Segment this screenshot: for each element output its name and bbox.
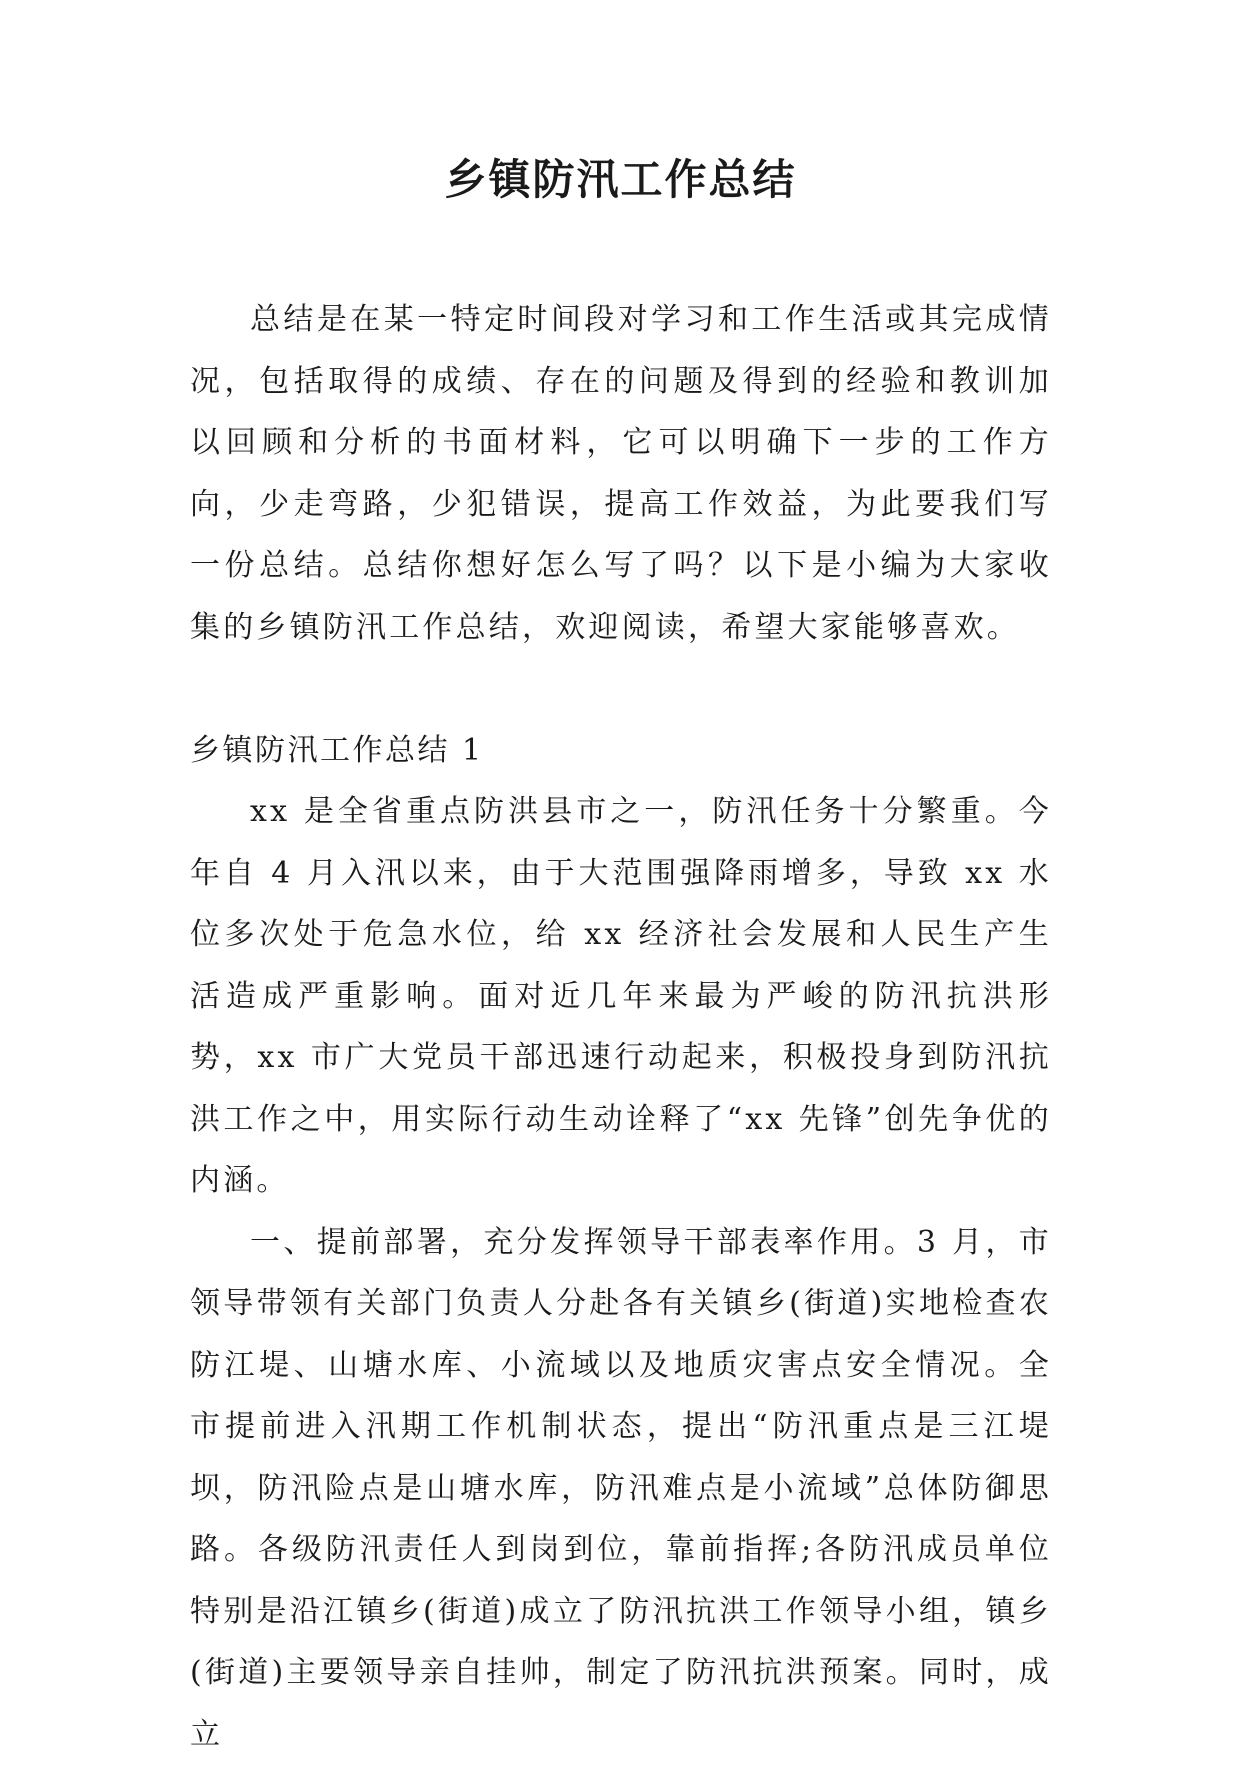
body-paragraph-1: xx 是全省重点防洪县市之一，防汛任务十分繁重。今年自 4 月入汛以来，由于大范围强降雨增多，导致 xx 水位多次处于危急水位，给 xx 经济社会发展和人民生产生活造成严重影响。面对近几年来最为严峻的防汛抗洪形势，xx 市广大党员干部迅速行动起来，积极投身到防汛抗洪工作之中，用实际行动生动诠释了“xx 先锋”创先争优的内涵。 xyxy=(190,781,1052,1212)
document-title: 乡镇防汛工作总结 xyxy=(0,150,1241,210)
document-body xyxy=(190,289,1052,1765)
intro-paragraph: 总结是在某一特定时间段对学习和工作生活或其完成情况，包括取得的成绩、存在的问题及得到的经验和教训加以回顾和分析的书面材料，它可以明确下一步的工作方向，少走弯路，少犯错误，提高工作效益，为此要我们写一份总结。总结你想好怎么写了吗？以下是小编为大家收集的乡镇防汛工作总结，欢迎阅读，希望大家能够喜欢。 xyxy=(190,289,1052,658)
section-heading: 乡镇防汛工作总结 1 xyxy=(190,720,1052,782)
body-paragraph-2: 一、提前部署，充分发挥领导干部表率作用。3 月，市领导带领有关部门负责人分赴各有关镇乡(街道)实地检查农防江堤、山塘水库、小流域以及地质灾害点安全情况。全市提前进入汛期工作机制状态，提出“防汛重点是三江堤坝，防汛险点是山塘水库，防汛难点是小流域”总体防御思路。各级防汛责任人到岗到位，靠前指挥;各防汛成员单位特别是沿江镇乡(街道)成立了防汛抗洪工作领导小组，镇乡(街道)主要领导亲自挂帅，制定了防汛抗洪预案。同时，成立 xyxy=(190,1212,1052,1765)
